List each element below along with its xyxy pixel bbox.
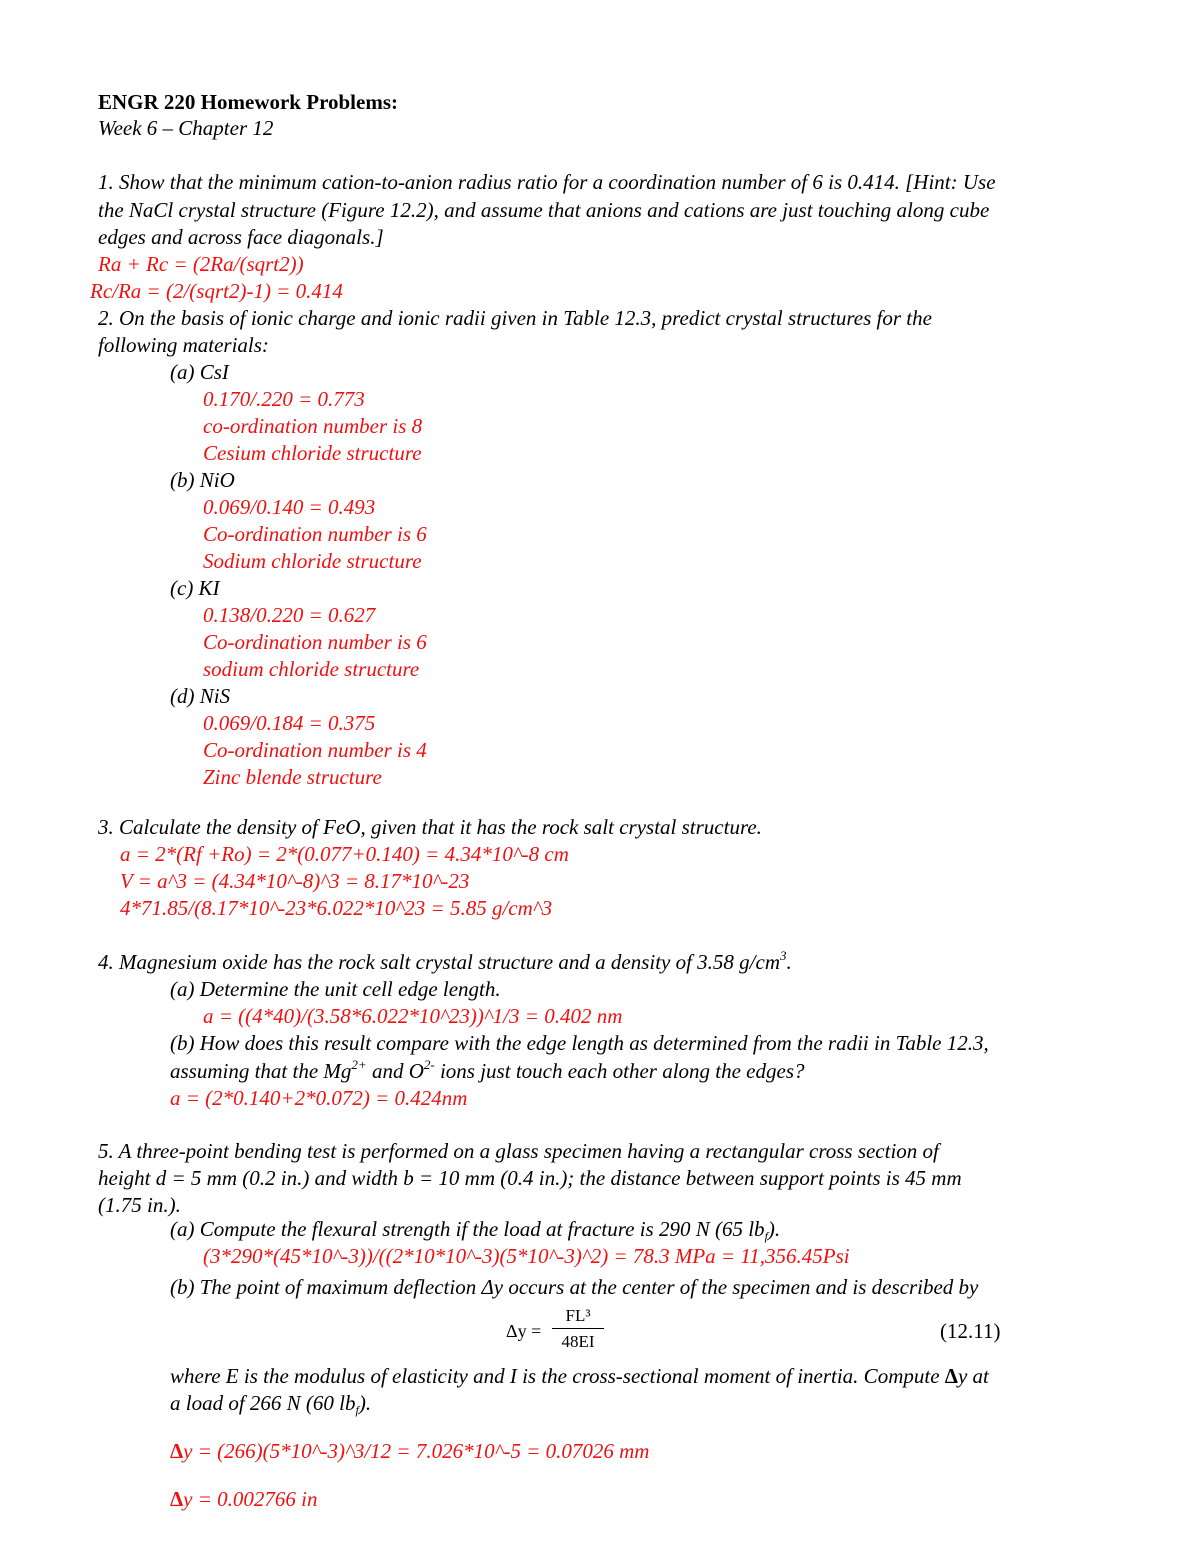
problem-2b-answer: Co-ordination number is 6: [203, 522, 427, 546]
problem-2a-answer: co-ordination number is 8: [203, 414, 423, 438]
problem-1-answer: Ra + Rc = (2Ra/(sqrt2)): [98, 252, 304, 276]
problem-3-answer: V = a^3 = (4.34*10^-8)^3 = 8.17*10^-23: [120, 869, 470, 893]
problem-2d-answer: Zinc blende structure: [203, 765, 382, 789]
problem-4b-label: (b) How does this result compare with the edge length as determined from the radii in Table 12.3,: [170, 1031, 989, 1055]
problem-2b-answer: 0.069/0.140 = 0.493: [203, 495, 376, 519]
problem-2-text: following materials:: [98, 333, 269, 357]
problem-2b-label: (b) NiO: [170, 468, 235, 492]
problem-3-answer: 4*71.85/(8.17*10^-23*6.022*10^23 = 5.85 g/cm^3: [120, 896, 553, 920]
problem-5b-answer: Δy = 0.002766 in: [170, 1487, 318, 1511]
equation-denominator: 48EI: [561, 1332, 595, 1351]
problem-5b-answer: Δy = (266)(5*10^-3)^3/12 = 7.026*10^-5 = 0.07026 mm: [170, 1439, 650, 1463]
problem-5-text: height d = 5 mm (0.2 in.) and width b = 10 mm (0.4 in.); the distance between support points is 45 mm: [98, 1166, 962, 1190]
problem-2c-label: (c) KI: [170, 576, 220, 600]
equation-lhs: Δy =: [506, 1321, 542, 1341]
problem-5b-text: where E is the modulus of elasticity and I is the cross-sectional moment of inertia. Compute Δy at: [170, 1364, 989, 1388]
fraction-bar: [552, 1328, 604, 1329]
problem-1-text: edges and across face diagonals.]: [98, 225, 384, 249]
problem-5-text: (1.75 in.).: [98, 1193, 181, 1217]
problem-2c-answer: sodium chloride structure: [203, 657, 420, 681]
problem-5-text: 5. A three-point bending test is performed on a glass specimen having a rectangular cross section of: [98, 1139, 939, 1163]
problem-1-text: 1. Show that the minimum cation-to-anion radius ratio for a coordination number of 6 is 0.414. [Hint: Use: [98, 170, 996, 194]
problem-2c-answer: Co-ordination number is 6: [203, 630, 427, 654]
problem-5a-answer: (3*290*(45*10^-3))/((2*10*10^-3)(5*10^-3)^2) = 78.3 MPa = 11,356.45Psi: [203, 1244, 850, 1268]
problem-4b-label: assuming that the $Mg^{2+}$ and $O^{2-}$ ions just touch each other along the edges?: [170, 1057, 805, 1083]
problem-4a-label: (a) Determine the unit cell edge length.: [170, 977, 501, 1001]
problem-2d-label: (d) NiS: [170, 684, 231, 708]
problem-4a-answer: a = ((4*40)/(3.58*6.022*10^23))^1/3 = 0.402 nm: [203, 1004, 623, 1028]
problem-2a-label: (a) CsI: [170, 360, 229, 384]
problem-2d-answer: Co-ordination number is 4: [203, 738, 427, 762]
equation-numerator: FL³: [565, 1306, 591, 1325]
problem-5b-label: (b) The point of maximum deflection Δy occurs at the center of the specimen and is described by: [170, 1275, 979, 1299]
problem-4b-answer: a = (2*0.140+2*0.072) = 0.424nm: [170, 1086, 468, 1110]
equation-number: (12.11): [940, 1319, 1001, 1343]
problem-2a-answer: 0.170/.220 = 0.773: [203, 387, 365, 411]
problem-3-answer: a = 2*(Rf +Ro) = 2*(0.077+0.140) = 4.34*10^-8 cm: [120, 842, 569, 866]
problem-2d-answer: 0.069/0.184 = 0.375: [203, 711, 376, 735]
problem-1-answer: Rc/Ra = (2/(sqrt2)-1) = 0.414: [90, 279, 343, 303]
problem-2b-answer: Sodium chloride structure: [203, 549, 422, 573]
problem-1-text: the NaCl crystal structure (Figure 12.2), and assume that anions and cations are just touching along cube: [98, 198, 990, 222]
problem-2-text: 2. On the basis of ionic charge and ionic radii given in Table 12.3, predict crystal structures for the: [98, 306, 932, 330]
problem-2a-answer: Cesium chloride structure: [203, 441, 422, 465]
problem-3-text: 3. Calculate the density of FeO, given that it has the rock salt crystal structure.: [98, 815, 762, 839]
problem-5b-text: a load of 266 N (60 $lb_f$).: [170, 1391, 372, 1417]
problem-4-text: 4. Magnesium oxide has the rock salt crystal structure and a density of 3.58 $g/cm^3$.: [98, 948, 792, 974]
page-subtitle: Week 6 – Chapter 12: [98, 116, 274, 140]
problem-5a-label: (a) Compute the flexural strength if the load at fracture is 290 N (65 $lb_f$).: [170, 1217, 781, 1243]
problem-2c-answer: 0.138/0.220 = 0.627: [203, 603, 376, 627]
page-title: ENGR 220 Homework Problems:: [98, 90, 398, 114]
